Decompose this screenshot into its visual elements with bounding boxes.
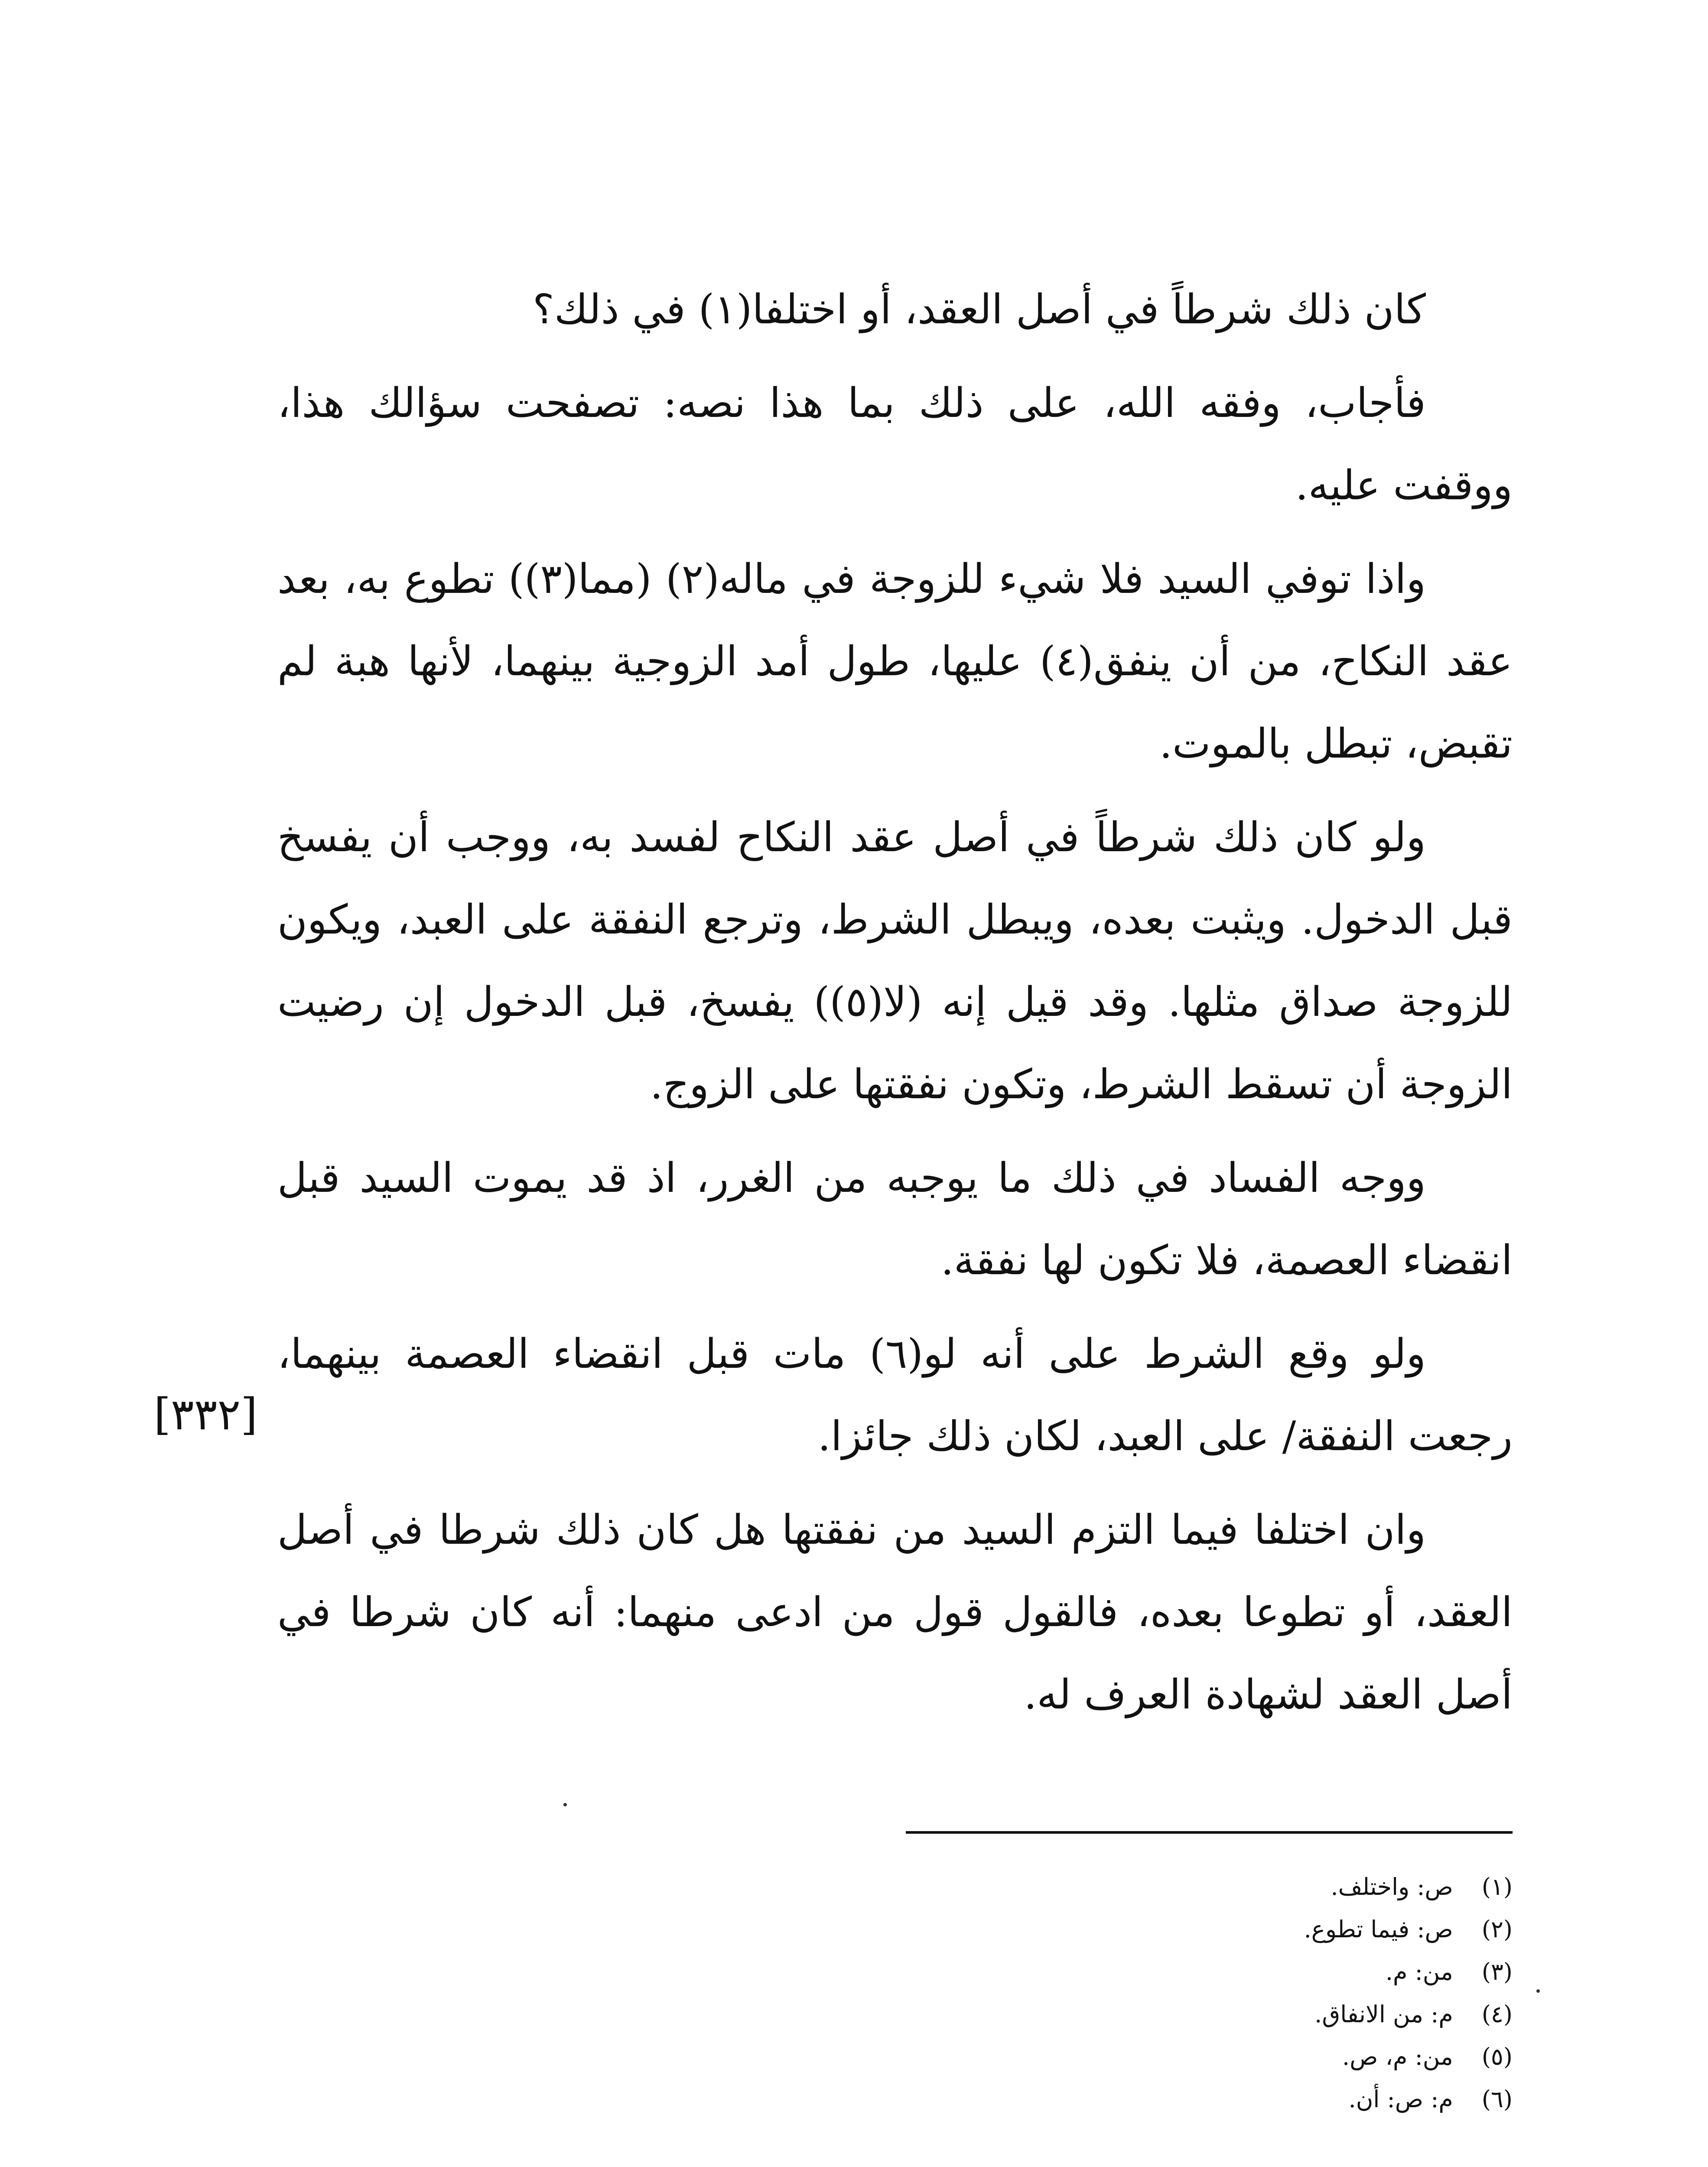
footnotes: [1040, 1866, 1513, 2121]
footnote-item: [1040, 1908, 1513, 1951]
scan-speck: [1536, 1989, 1540, 1993]
footnote-separator: [906, 1831, 1513, 1834]
footnote-item: [1040, 2078, 1513, 2121]
body-text: [277, 269, 1513, 1747]
paragraph: ولو وقع الشرط على أنه لو(٦) مات قبل انقضاء العصمة بينهما، رجعت النفقة/ على العبد، لكان ذلك جائزا.: [277, 1331, 1513, 1460]
footnote-text: م: ص: أن.: [1348, 2086, 1453, 2113]
footnote-number: (٦): [1481, 2086, 1513, 2113]
footnote-number: (٤): [1481, 2001, 1513, 2028]
footnote-item: [1040, 1993, 1513, 2036]
paragraph: ووجه الفساد في ذلك ما يوجبه من الغرر، اذ قد يموت السيد قبل انقضاء العصمة، فلا تكون لها نفقة.: [277, 1155, 1513, 1284]
footnote-item: [1040, 1866, 1513, 1908]
footnote-text: من: م.: [1385, 1958, 1453, 1985]
paragraph: واذا توفي السيد فلا شيء للزوجة في ماله(٢) (مما(٣)) تطوع به، بعد عقد النكاح، من أن ينفق(٤) عليها، طول أمد الزوجية بينهما، لأنها هبة لم تقبض، تبطل بالموت.: [277, 556, 1513, 768]
footnote-text: من: م، ص.: [1342, 2043, 1453, 2070]
footnote-number: (٣): [1481, 1958, 1513, 1985]
footnote-item: [1040, 1951, 1513, 1993]
scan-speck: [563, 1803, 567, 1806]
footnote-text: م: من الانفاق.: [1314, 2001, 1453, 2028]
paragraph: ولو كان ذلك شرطاً في أصل عقد النكاح لفسد به، ووجب أن يفسخ قبل الدخول. ويثبت بعده، ويبطل الشرط، وترجع النفقة على العبد، ويكون للزوجة صداق مثلها. وقد قيل إنه (لا(٥)) يفسخ، قبل الدخول إن رضيت الزوجة أن تسقط الشرط، وتكون نفقتها على الزوج.: [277, 814, 1513, 1108]
footnote-text: ص: واختلف.: [1331, 1873, 1453, 1900]
footnote-number: (٢): [1481, 1916, 1513, 1943]
footnote-item: [1040, 2036, 1513, 2078]
paragraph: كان ذلك شرطاً في أصل العقد، أو اختلفا(١) في ذلك؟: [532, 286, 1426, 333]
paragraph: وان اختلفا فيما التزم السيد من نفقتها هل كان ذلك شرطا في أصل العقد، أو تطوعا بعده، فالقول قول من ادعى منهما: أنه كان شرطا في أصل العقد لشهادة العرف له.: [277, 1506, 1513, 1718]
footnote-text: ص: فيما تطوع.: [1304, 1916, 1453, 1943]
paragraph: فأجاب، وفقه الله، على ذلك بما هذا نصه: تصفحت سؤالك هذا، ووقفت عليه.: [277, 380, 1513, 509]
footnote-number: (١): [1481, 1873, 1513, 1900]
footnote-number: (٥): [1481, 2043, 1513, 2070]
margin-page-reference: [٣٣٢]: [154, 1389, 258, 1440]
